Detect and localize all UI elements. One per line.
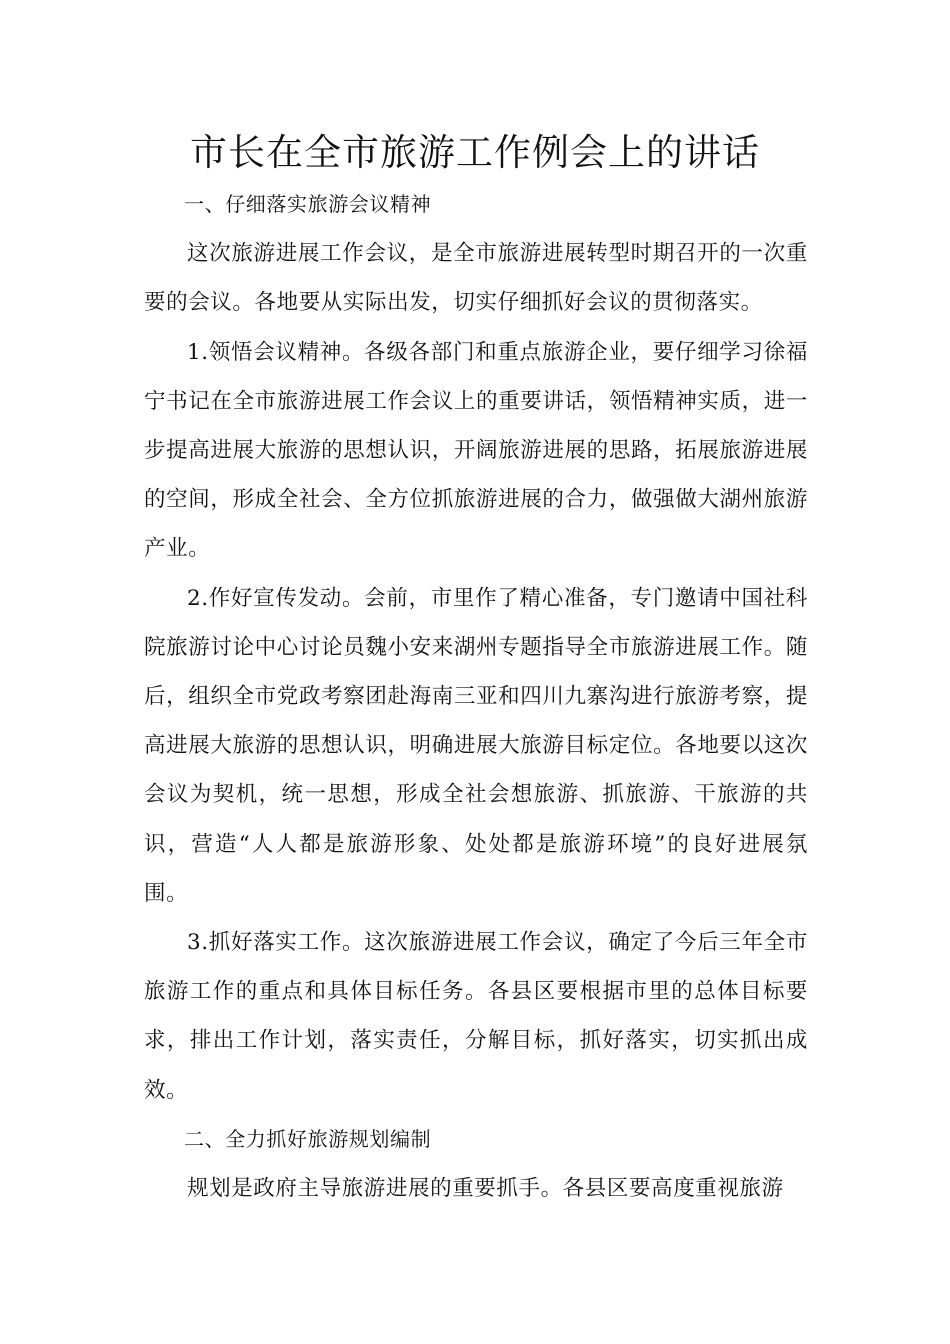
document-title: 市长在全市旅游工作例会上的讲话 bbox=[190, 131, 760, 174]
paragraph-5: 规划是政府主导旅游进展的重要抓手。各县区要高度重视旅游 bbox=[187, 1176, 784, 1202]
paragraph-1: 这次旅游进展工作会议，是全市旅游进展转型时期召开的一次重要的会议。各地要从实际出发，切实仔细抓好会议的贯彻落实。 bbox=[144, 241, 808, 316]
section-heading-2: 二、全力抓好旅游规划编制 bbox=[184, 1126, 432, 1151]
paragraph-2: 1.领悟会议精神。各级各部门和重点旅游企业，要仔细学习徐福宁书记在全市旅游进展工作会议上的重要讲话，领悟精神实质，进一步提高进展大旅游的思想认识，开阔旅游进展的思路，拓展旅游进展的空间，形成全社会、全方位抓旅游进展的合力，做强做大湖州旅游产业。 bbox=[144, 339, 808, 562]
paragraph-3: 2.作好宣传发动。会前，市里作了精心准备，专门邀请中国社科院旅游讨论中心讨论员魏小安来湖州专题指导全市旅游进展工作。随后，组织全市党政考察团赴海南三亚和四川九寨沟进行旅游考察，提高进展大旅游的思想认识，明确进展大旅游目标定位。各地要以这次会议为契机，统一思想，形成全社会想旅游、抓旅游、干旅游的共识，营造“人人都是旅游形象、处处都是旅游环境”的良好进展氛围。 bbox=[144, 585, 808, 906]
section-heading-1: 一、仔细落实旅游会议精神 bbox=[184, 192, 432, 216]
paragraph-4: 3.抓好落实工作。这次旅游进展工作会议，确定了今后三年全市旅游工作的重点和具体目标任务。各县区要根据市里的总体目标要求，排出工作计划，落实责任，分解目标，抓好落实，切实抓出成效。 bbox=[144, 930, 808, 1103]
document-body bbox=[144, 180, 808, 1213]
